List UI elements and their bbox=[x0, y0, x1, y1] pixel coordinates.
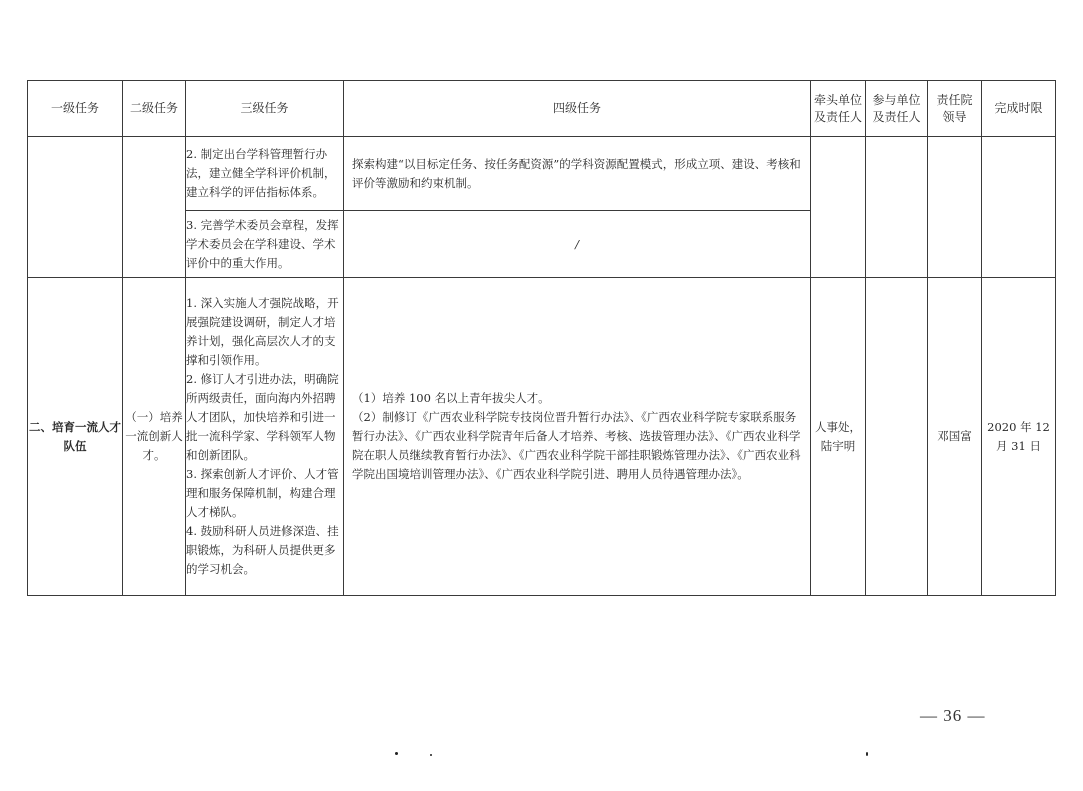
header-deadline: 完成时限 bbox=[982, 81, 1056, 137]
empty-cell bbox=[982, 137, 1056, 278]
level4-cell: 探索构建“以目标定任务、按任务配资源”的学科资源配置模式，形成立项、建设、考核和评价等激励和约束机制。 bbox=[344, 137, 811, 211]
empty-cell bbox=[866, 137, 928, 278]
empty-cell bbox=[123, 137, 186, 278]
header-level4: 四级任务 bbox=[344, 81, 811, 137]
scan-speck bbox=[395, 752, 398, 755]
level4-item: （1）培养 100 名以上青年拔尖人才。 bbox=[352, 391, 550, 405]
header-lead-unit: 牵头单位及责任人 bbox=[811, 81, 866, 137]
level3-item: 1. 深入实施人才强院战略，开展强院建设调研，制定人才培养计划，强化高层次人才的支撑和引领作用。 bbox=[186, 296, 339, 367]
level4-list bbox=[344, 278, 811, 596]
level4-cell: / bbox=[344, 211, 811, 278]
level3-item: 2. 修订人才引进办法，明确院所两级责任，面向海内外招聘人才团队，加快培养和引进一批一流科学家、学科领军人物和创新团队。 bbox=[186, 372, 339, 462]
empty-cell bbox=[28, 137, 123, 278]
page-number: — 36 — bbox=[920, 706, 986, 725]
lead-unit-cell: 人事处，陆宇明 bbox=[811, 278, 866, 596]
scan-speck bbox=[430, 754, 432, 756]
level3-list bbox=[186, 278, 344, 596]
level2-cell: （一）培养一流创新人才。 bbox=[123, 278, 186, 596]
level3-item: 3. 探索创新人才评价、人才管理和服务保障机制，构建合理人才梯队。 bbox=[186, 467, 339, 519]
level3-cell: 3. 完善学术委员会章程，发挥学术委员会在学科建设、学术评价中的重大作用。 bbox=[186, 211, 344, 278]
header-partner-unit: 参与单位及责任人 bbox=[866, 81, 928, 137]
level1-cell: 二、培育一流人才队伍 bbox=[28, 278, 123, 596]
header-level3: 三级任务 bbox=[186, 81, 344, 137]
header-level2: 二级任务 bbox=[123, 81, 186, 137]
task-table bbox=[27, 80, 1056, 596]
partner-unit-cell bbox=[866, 278, 928, 596]
scan-speck bbox=[866, 752, 868, 756]
deadline-cell: 2020 年 12 月 31 日 bbox=[982, 278, 1056, 596]
level3-item: 4. 鼓励科研人员进修深造、挂职锻炼，为科研人员提供更多的学习机会。 bbox=[186, 524, 339, 576]
header-row bbox=[28, 81, 1056, 137]
header-level1: 一级任务 bbox=[28, 81, 123, 137]
table-row bbox=[28, 137, 1056, 211]
header-leader: 责任院领导 bbox=[928, 81, 982, 137]
table-row-talent bbox=[28, 278, 1056, 596]
level3-cell: 2. 制定出台学科管理暂行办法，建立健全学科评价机制，建立科学的评估指标体系。 bbox=[186, 137, 344, 211]
level4-item: （2）制修订《广西农业科学院专技岗位晋升暂行办法》、《广西农业科学院专家联系服务暂行办法》、《广西农业科学院青年后备人才培养、考核、选拔管理办法》、《广西农业科学院在职人员继续教育暂行办法》、《广西农业科学院干部挂职锻炼管理办法》、《广西农业科学院出国境培训管理办法》、《广西农业科学院引进、聘用人员待遇管理办法》。 bbox=[352, 410, 801, 481]
empty-cell bbox=[928, 137, 982, 278]
empty-cell bbox=[811, 137, 866, 278]
leader-cell: 邓国富 bbox=[928, 278, 982, 596]
